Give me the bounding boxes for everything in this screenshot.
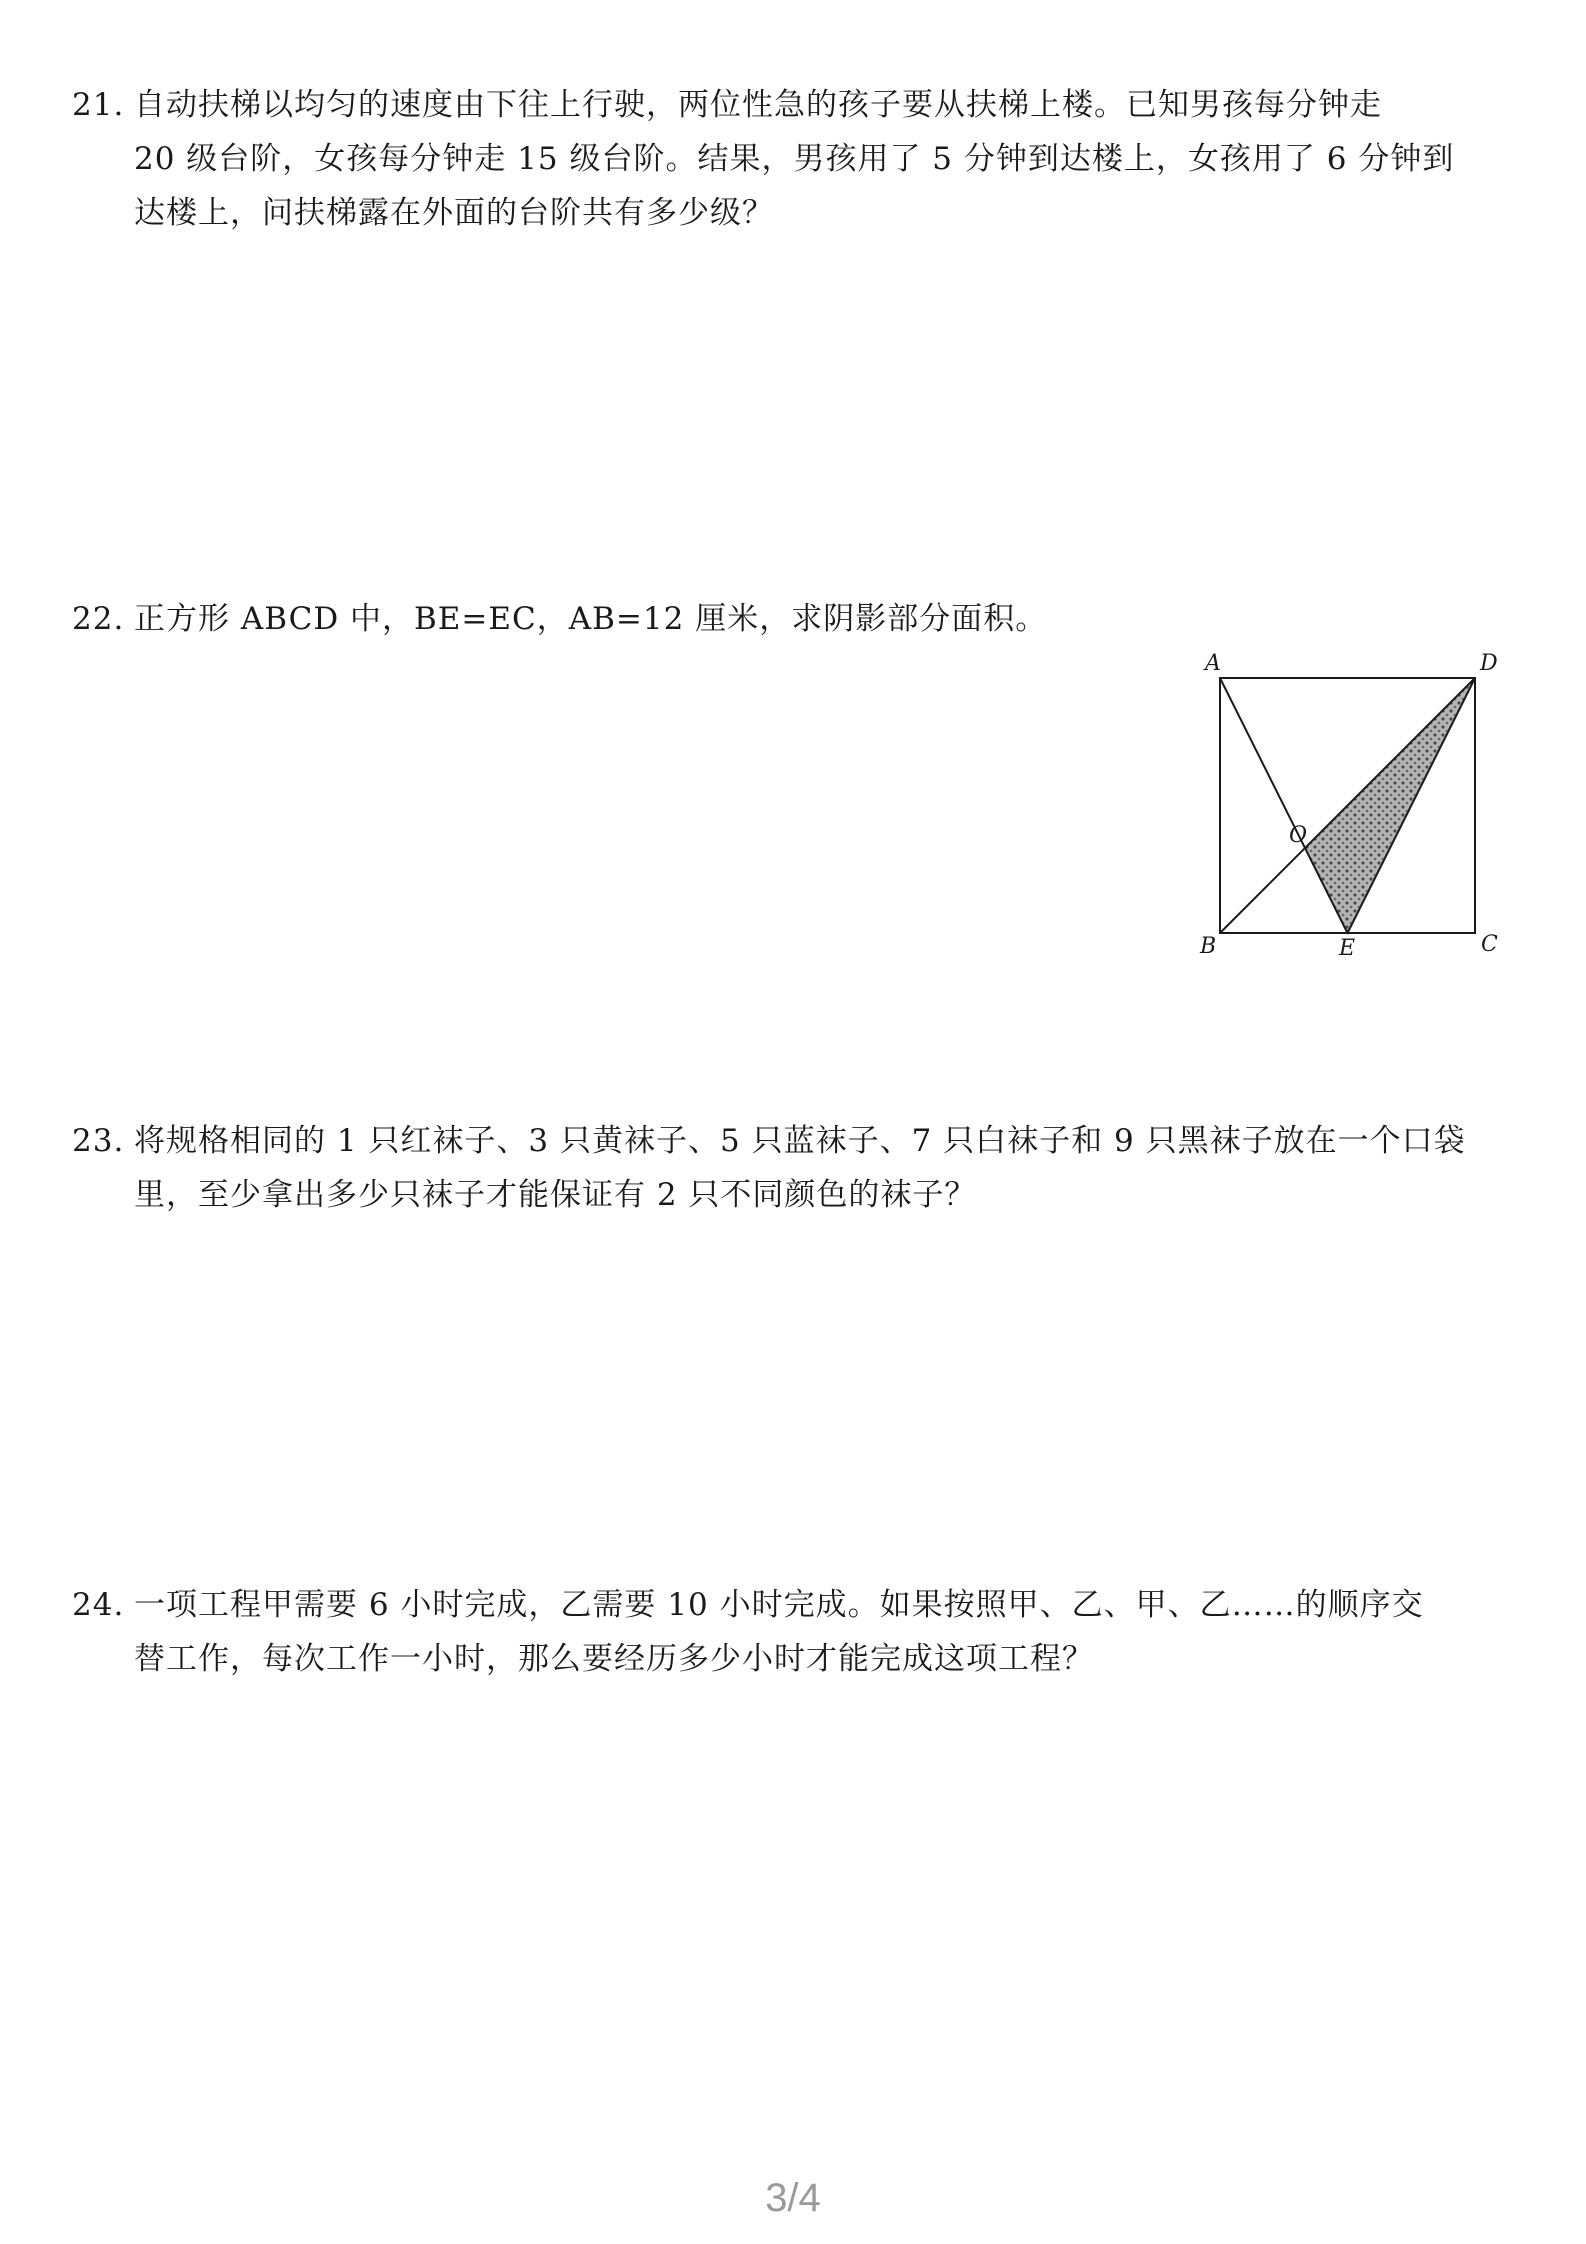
- problem-21: [72, 78, 1492, 240]
- shaded-region: [1305, 678, 1475, 933]
- page-number: 3/4: [765, 2176, 821, 2220]
- problem-24-number: 24.: [72, 1587, 125, 1623]
- problem-23-line-1: [72, 1114, 1492, 1168]
- geometry-diagram: [1185, 645, 1515, 955]
- problem-22: [72, 592, 1492, 646]
- problem-22-number: 22.: [72, 601, 125, 637]
- line-ae: [1220, 678, 1348, 933]
- problem-22-text-1: 正方形 ABCD 中，BE=EC，AB=12 厘米，求阴影部分面积。: [134, 601, 1048, 637]
- problem-21-text-1: 自动扶梯以均匀的速度由下往上行驶，两位性急的孩子要从扶梯上楼。已知男孩每分钟走: [134, 87, 1382, 123]
- problem-24: [72, 1578, 1492, 1686]
- problem-24-line-2: 替工作，每次工作一小时，那么要经历多少小时才能完成这项工程？: [134, 1641, 1094, 1677]
- problem-21-line-3: 达楼上，问扶梯露在外面的台阶共有多少级？: [134, 195, 774, 231]
- label-d: D: [1480, 651, 1498, 676]
- problem-23: [72, 1114, 1492, 1222]
- problem-23-line-2: 里，至少拿出多少只袜子才能保证有 2 只不同颜色的袜子？: [134, 1177, 977, 1213]
- label-c: C: [1481, 932, 1498, 955]
- label-a: A: [1205, 651, 1221, 676]
- problem-24-line-1: [72, 1578, 1492, 1632]
- problem-24-text-1: 一项工程甲需要 6 小时完成，乙需要 10 小时完成。如果按照甲、乙、甲、乙……的顺序交: [134, 1587, 1424, 1623]
- label-b: B: [1200, 934, 1217, 955]
- problem-23-number: 23.: [72, 1123, 125, 1159]
- problem-22-line-1: [72, 592, 1492, 646]
- label-e: E: [1339, 936, 1356, 955]
- problem-21-number: 21.: [72, 87, 125, 123]
- problem-21-line-2: 20 级台阶，女孩每分钟走 15 级台阶。结果，男孩用了 5 分钟到达楼上，女孩用了 6 分钟到: [134, 141, 1455, 177]
- label-o: O: [1289, 823, 1308, 848]
- square-abcd-figure: [1185, 645, 1515, 955]
- problem-21-line-1: [72, 78, 1492, 132]
- problem-23-text-1: 将规格相同的 1 只红袜子、3 只黄袜子、5 只蓝袜子、7 只白袜子和 9 只黑袜子放在一个口袋: [134, 1123, 1466, 1159]
